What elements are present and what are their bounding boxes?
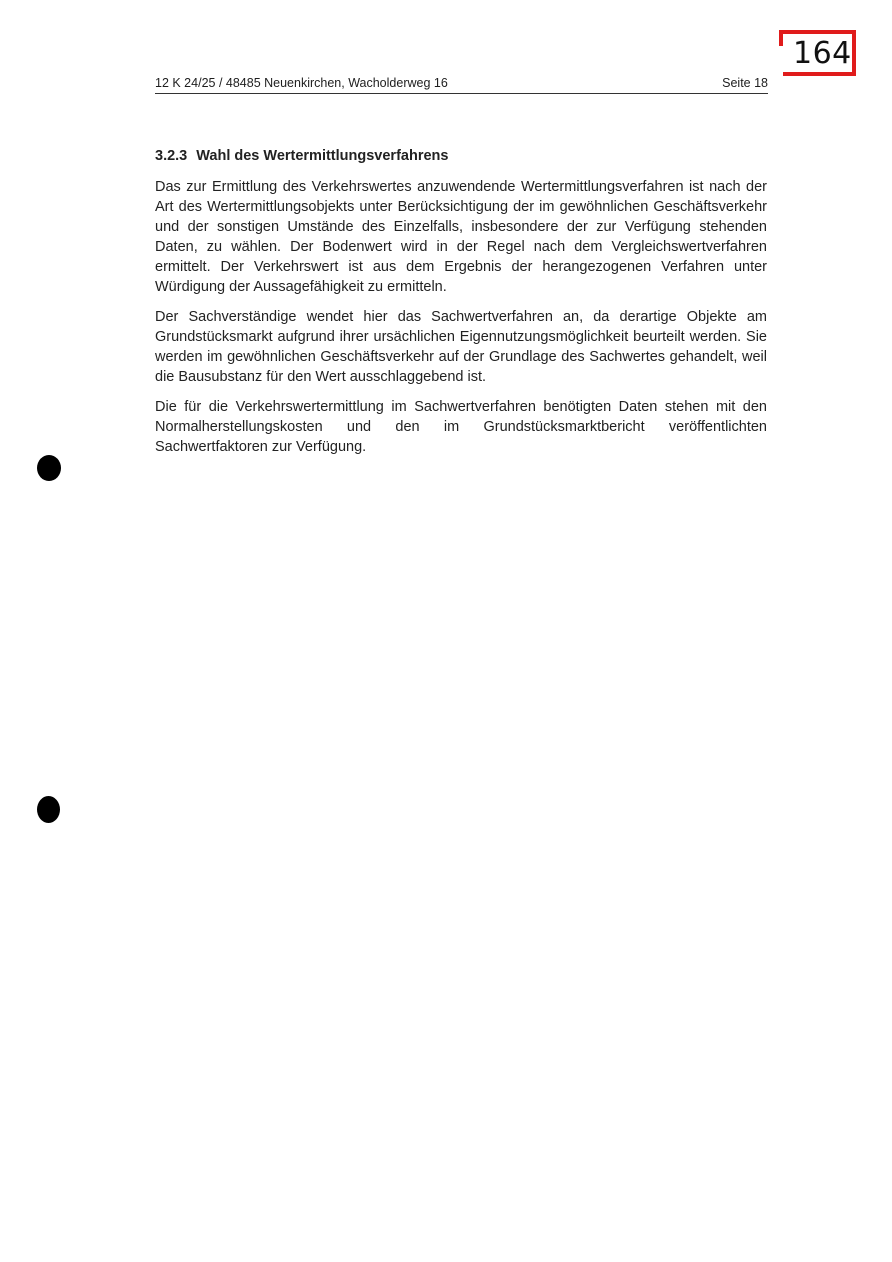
page-header xyxy=(155,75,768,94)
section-title: Wahl des Wertermittlungsverfahrens xyxy=(196,148,449,164)
paragraph-data-availability: Die für die Verkehrswertermittlung im Sachwertverfahren benötigten Daten stehen mit den Normalherstellungskosten und den im Grundstücksmarktbericht veröffentlichten Sachwertfaktoren zur Verfügung. xyxy=(155,399,767,455)
section-heading xyxy=(155,146,448,166)
page-label: Seite 18 xyxy=(722,76,768,90)
section-body xyxy=(155,177,767,467)
punch-hole-bottom xyxy=(37,796,60,823)
page-number-stamp: 164 xyxy=(793,36,852,71)
case-reference: 12 K 24/25 / 48485 Neuenkirchen, Wacholderweg 16 xyxy=(155,76,448,90)
paragraph-sachwert-choice: Der Sachverständige wendet hier das Sachwertverfahren an, da derartige Objekte am Grundstücksmarkt aufgrund ihrer ursächlichen Eigennutzungsmöglichkeit beurteilt werden. Sie werden im gewöhnlichen Geschäftsverkehr auf der Grundlage des Sachwertes gehandelt, weil die Bausubstanz für den Wert ausschlaggebend ist. xyxy=(155,309,767,385)
section-number: 3.2.3 xyxy=(155,148,188,164)
paragraph-method-selection: Das zur Ermittlung des Verkehrswertes anzuwendende Wertermittlungsverfahren ist nach der Art des Wertermittlungsobjekts unter Berücksichtigung der im gewöhnlichen Geschäftsverkehr und der sonstigen Umstände des Einzelfalls, insbesondere der zur Verfügung stehenden Daten, zu wählen. Der Bodenwert wird in der Regel nach dem Vergleichswertverfahren ermittelt. Der Verkehrswert ist aus dem Ergebnis der herangezogenen Verfahren unter Würdigung der Aussagefähigkeit zu ermitteln. xyxy=(155,179,767,295)
punch-hole-top xyxy=(37,455,61,481)
